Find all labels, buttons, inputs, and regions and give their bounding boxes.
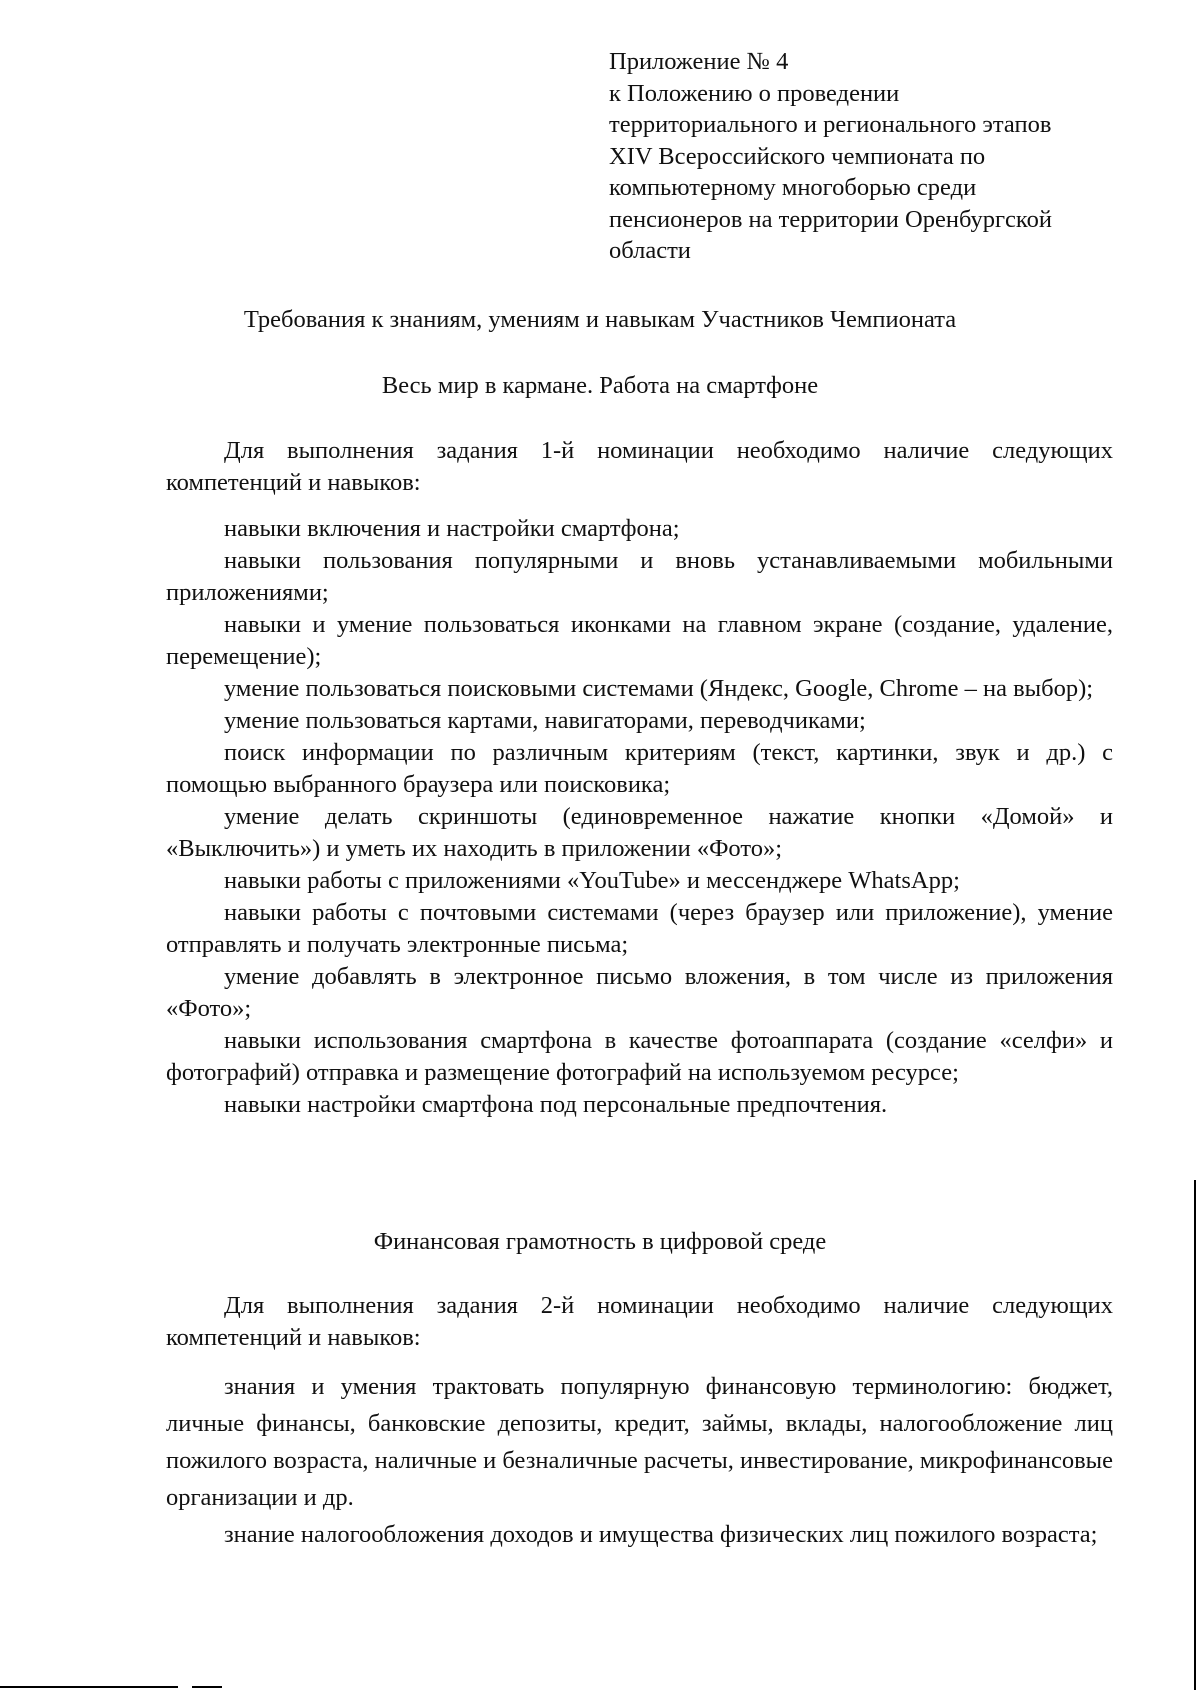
list-item: знание налогообложения доходов и имущества физических лиц пожилого возраста; <box>224 1521 1098 1548</box>
section1-list <box>166 513 1113 1121</box>
scan-edge-line <box>1194 1180 1196 1690</box>
list-item: умение добавлять в электронное письмо вложения, в том числе из приложения «Фото»; <box>166 963 1113 1022</box>
list-item: навыки включения и настройки смартфона; <box>224 515 680 542</box>
list-item: навыки работы с почтовыми системами (через браузер или приложение), умение отправлять и получать электронные письма; <box>166 899 1113 958</box>
list-item: поиск информации по различным критериям (текст, картинки, звук и др.) с помощью выбранного браузера или поисковика; <box>166 739 1113 798</box>
section2-heading: Финансовая грамотность в цифровой среде <box>373 1228 827 1255</box>
section2-intro: Для выполнения задания 2-й номинации необходимо наличие следующих компетенций и навыков: <box>166 1292 1113 1351</box>
section2-intro-block <box>166 1290 1113 1354</box>
document-title: Требования к знаниям, умениям и навыкам Участников Чемпионата <box>243 306 957 333</box>
annex-line: территориального и регионального этапов <box>609 111 1052 138</box>
annex-line: XIV Всероссийского чемпионата по <box>609 142 986 170</box>
annex-line: к Положению о проведении <box>609 79 900 107</box>
scan-edge-line <box>0 1686 178 1688</box>
section1-intro-block <box>166 435 1113 499</box>
list-item: умение пользоваться картами, навигаторами, переводчиками; <box>224 707 866 734</box>
section2-list <box>166 1368 1113 1553</box>
section1-heading: Весь мир в кармане. Работа на смартфоне <box>381 372 819 399</box>
annex-line: пенсионеров на территории Оренбургской <box>609 205 1052 233</box>
list-item: навыки и умение пользоваться иконками на главном экране (создание, удаление, перемещение); <box>166 611 1113 670</box>
list-item: умение делать скриншоты (единовременное нажатие кнопки «Домой» и «Выключить») и уметь их находить в приложении «Фото»; <box>166 803 1113 862</box>
scan-edge-line <box>192 1686 222 1688</box>
annex-header <box>609 46 1129 267</box>
list-item: знания и умения трактовать популярную финансовую терминологию: бюджет, личные финансы, банковские депозиты, кредит, займы, вклады, налогообложение лиц пожилого возраста, наличные и безналичные расчеты, инвестирование, микрофинансовые организации и др. <box>166 1373 1113 1511</box>
list-item: навыки работы с приложениями «YouTube» и мессенджере WhatsApp; <box>224 867 960 894</box>
section1-intro: Для выполнения задания 1-й номинации необходимо наличие следующих компетенций и навыков: <box>166 437 1113 496</box>
annex-line: компьютерному многоборью среди <box>609 174 977 201</box>
annex-line: области <box>609 237 691 264</box>
list-item: навыки использования смартфона в качестве фотоаппарата (создание «селфи» и фотографий) отправка и размещение фотографий на используемом ресурсе; <box>166 1027 1113 1086</box>
annex-line: Приложение № 4 <box>609 48 789 75</box>
list-item: навыки настройки смартфона под персональные предпочтения. <box>224 1091 888 1118</box>
list-item: навыки пользования популярными и вновь устанавливаемыми мобильными приложениями; <box>166 547 1113 606</box>
list-item: умение пользоваться поисковыми системами (Яндекс, Google, Chrome – на выбор); <box>224 675 1094 702</box>
